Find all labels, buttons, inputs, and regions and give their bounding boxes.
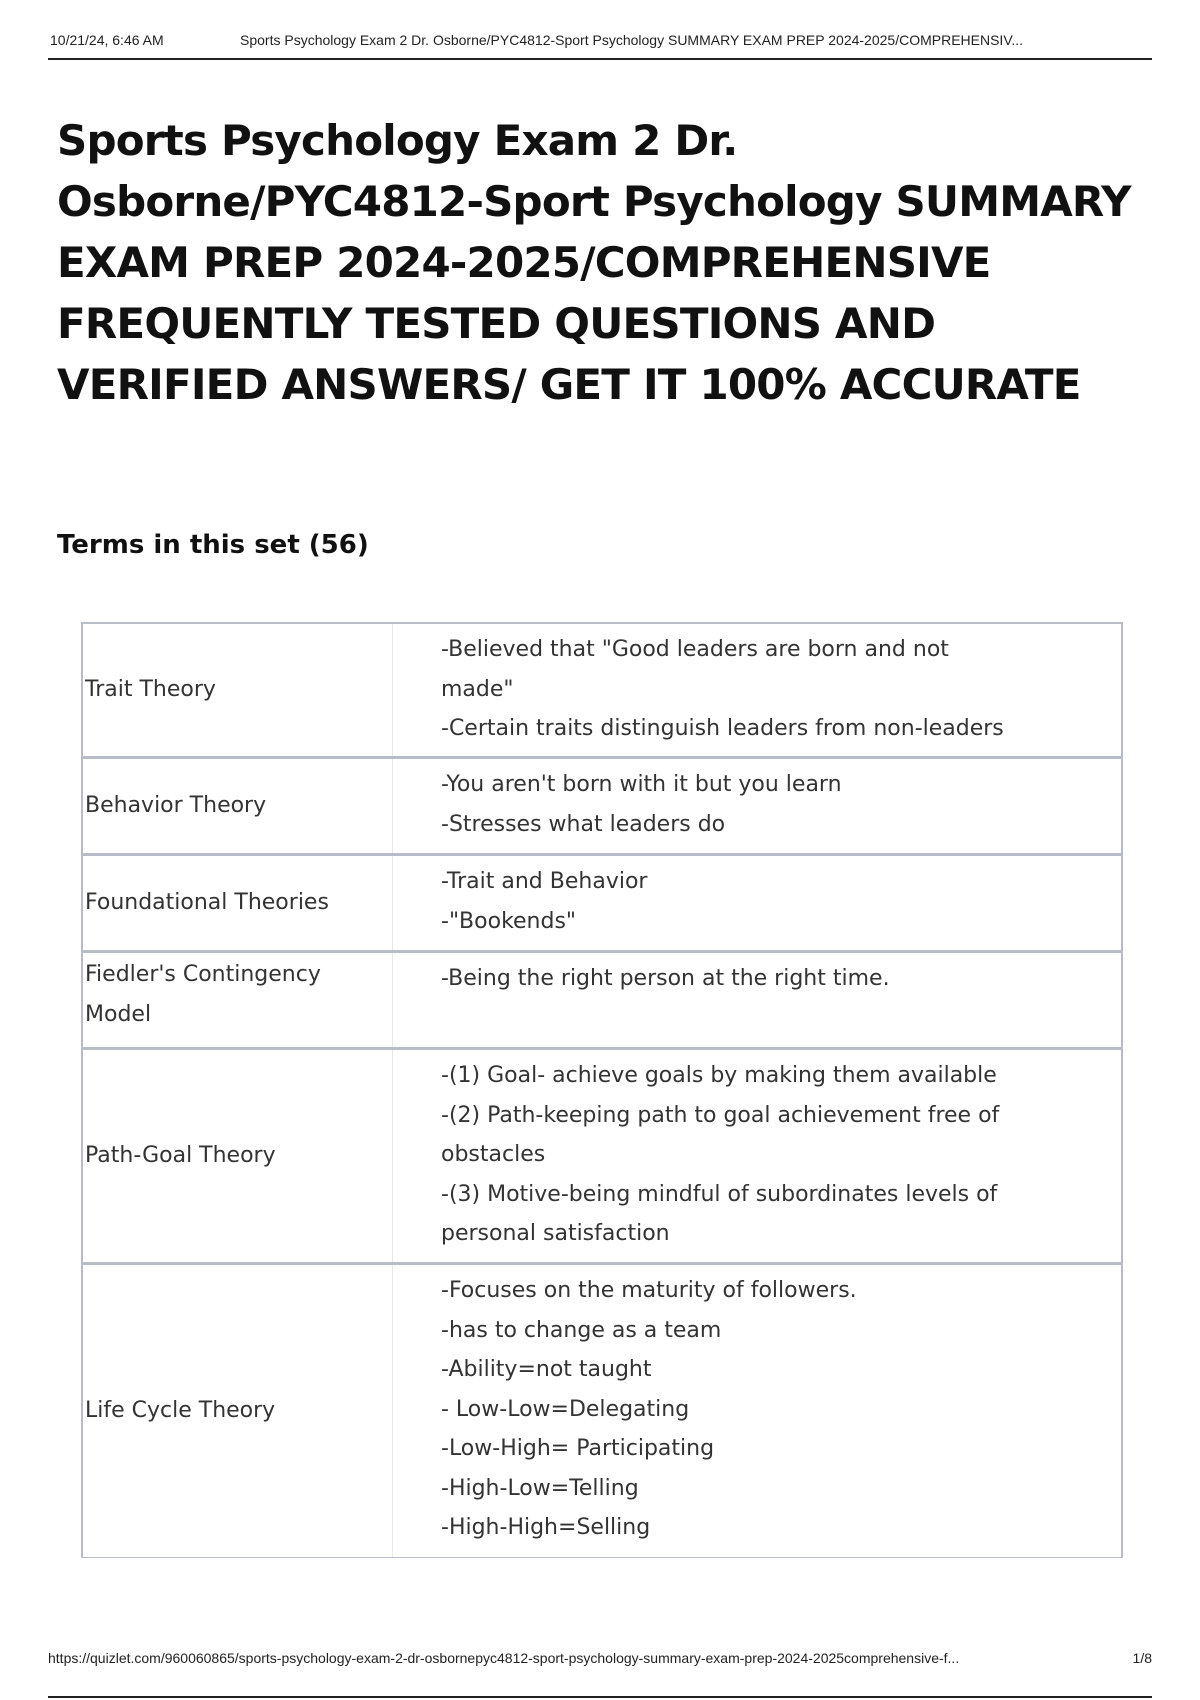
definition-line: -Ability=not taught bbox=[441, 1357, 652, 1382]
definition-cell bbox=[393, 759, 1121, 853]
definition-line: -Believed that "Good leaders are born and not bbox=[441, 637, 949, 662]
terms-table bbox=[81, 622, 1123, 1558]
definition-line: -(2) Path-keeping path to goal achievement free of bbox=[441, 1102, 1000, 1128]
definition-line: -High-Low=Telling bbox=[441, 1475, 639, 1501]
page-number: 1/8 bbox=[1132, 1650, 1152, 1666]
term-cell: Path-Goal Theory bbox=[83, 1050, 393, 1262]
term-row bbox=[83, 856, 1121, 953]
term-cell: Foundational Theories bbox=[83, 856, 393, 950]
definition-line: -Focuses on the maturity of followers. bbox=[441, 1278, 857, 1303]
definition-cell bbox=[393, 1050, 1121, 1262]
print-date: 10/21/24, 6:46 AM bbox=[50, 32, 164, 48]
print-footer bbox=[48, 1640, 1152, 1698]
definition-line: -Stresses what leaders do bbox=[441, 811, 726, 837]
term-row bbox=[83, 1265, 1121, 1557]
definition-line: -Certain traits distinguish leaders from non-leaders bbox=[441, 716, 1004, 741]
definition-cell bbox=[393, 1265, 1121, 1557]
print-header bbox=[48, 28, 1152, 60]
definition-line: made" bbox=[441, 676, 514, 702]
definition-line: -Being the right person at the right time. bbox=[441, 966, 890, 991]
definition-line: -You aren't born with it but you learn bbox=[441, 772, 842, 797]
term-cell: Fiedler's Contingency Model bbox=[83, 953, 393, 1047]
definition-line: obstacles bbox=[441, 1142, 546, 1167]
definition-cell bbox=[393, 953, 1121, 1047]
definition-line: -(1) Goal- achieve goals by making them available bbox=[441, 1063, 997, 1088]
definition-line: personal satisfaction bbox=[441, 1221, 670, 1246]
definition-line: -Low-High= Participating bbox=[441, 1436, 715, 1461]
definition-line: -"Bookends" bbox=[441, 908, 577, 934]
print-title: Sports Psychology Exam 2 Dr. Osborne/PYC4812-Sport Psychology SUMMARY EXAM PREP 2024-2025/COMPREHENSIV... bbox=[240, 32, 1024, 48]
terms-heading: Terms in this set (56) bbox=[57, 530, 369, 560]
term-row bbox=[83, 1050, 1121, 1265]
page-title: Sports Psychology Exam 2 Dr. Osborne/PYC4812-Sport Psychology SUMMARY EXAM PREP 2024-2025/COMPREHENSIVE FREQUENTLY TESTED QUESTIONS AND VERIFIED ANSWERS/ GET IT 100% ACCURATE bbox=[57, 116, 1131, 409]
definition-cell bbox=[393, 624, 1121, 756]
print-url[interactable]: https://quizlet.com/960060865/sports-psychology-exam-2-dr-osbornepyc4812-sport-psychology-summary-exam-prep-2024-2025comprehensive-f... bbox=[48, 1650, 960, 1666]
definition-cell bbox=[393, 856, 1121, 950]
term-row bbox=[83, 759, 1121, 856]
term-row bbox=[83, 953, 1121, 1050]
definition-line: -Trait and Behavior bbox=[441, 869, 648, 894]
term-cell: Behavior Theory bbox=[83, 759, 393, 853]
definition-line: -has to change as a team bbox=[441, 1317, 722, 1343]
term-row bbox=[83, 624, 1121, 759]
definition-line: - Low-Low=Delegating bbox=[441, 1396, 690, 1422]
definition-line: -High-High=Selling bbox=[441, 1515, 651, 1540]
term-cell: Trait Theory bbox=[83, 624, 393, 756]
term-cell: Life Cycle Theory bbox=[83, 1265, 393, 1557]
definition-line: -(3) Motive-being mindful of subordinates levels of bbox=[441, 1181, 998, 1207]
